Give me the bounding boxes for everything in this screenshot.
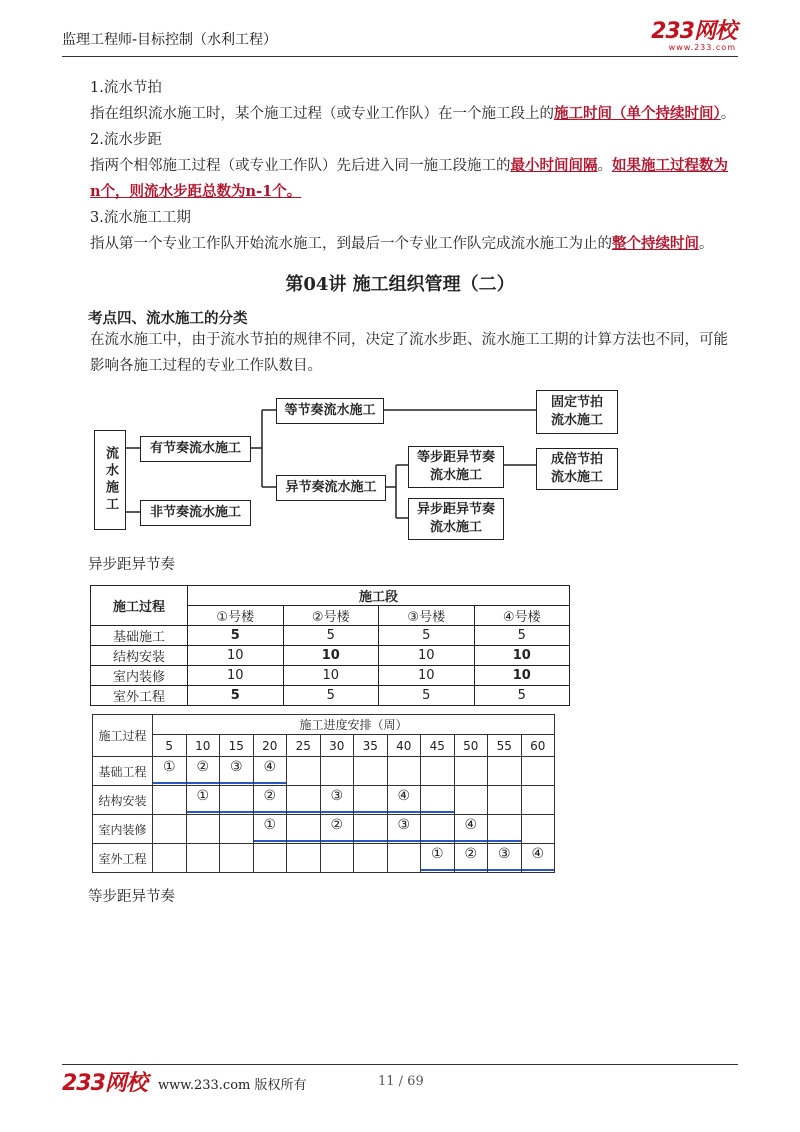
table1-group-header: 施工段 [188,586,570,606]
progress-bar-segment [220,811,253,813]
node-multiple-line2: 流水施工 [550,470,603,485]
progress-bar-segment [455,869,488,871]
node-fixed [536,390,618,434]
schedule-cell [186,786,220,815]
schedule-cell [354,844,388,873]
progress-bar-segment [287,811,320,813]
progress-bar-segment [421,869,454,871]
progress-bar-segment [388,811,421,813]
table1-cell: 5 [188,626,284,646]
node-root [94,430,126,530]
schedule-cell [153,815,187,844]
table-row [91,626,570,646]
node-non-rhythmic: 非节奏流水施工 [140,500,251,526]
schedule-cell [220,757,254,786]
schedule-cell [287,786,321,815]
table1-cell: 10 [474,666,570,686]
schedule-cell [354,786,388,815]
table-row [93,757,555,786]
schedule-cell [253,815,287,844]
def-3-text: 指从第一个专业工作队开始流水施工，到最后一个专业工作队完成流水施工为止的 [90,236,612,252]
schedule-cell [354,815,388,844]
table1-cell: 10 [474,646,570,666]
schedule-cell [521,815,555,844]
footer-rule [62,1064,738,1065]
schedule-cell [488,786,522,815]
table1-cell: 5 [474,686,570,706]
schedule-cell [421,815,455,844]
section-marker: ④ [531,846,545,862]
def-2-body [62,153,738,205]
table-row [91,666,570,686]
header-rule [62,56,738,57]
schedule-cell [320,786,354,815]
schedule-cell [253,786,287,815]
week-header: 60 [521,735,555,757]
def-3-heading: 3.流水施工工期 [90,210,191,226]
schedule-cell [454,844,488,873]
caption-equal-step: 等步距异节奏 [88,889,175,905]
week-header: 50 [454,735,488,757]
schedule-cell [253,757,287,786]
schedule-cell [153,757,187,786]
logo-url: www.233.com [668,43,736,52]
schedule-cell [320,757,354,786]
schedule-cell [488,757,522,786]
section-marker: ① [162,759,176,775]
table1-cell: 10 [379,666,475,686]
table-row [91,586,570,606]
page-number: 11 / 69 [378,1074,424,1089]
schedule-cell [220,786,254,815]
def-1-tail: 。 [720,106,736,122]
def-1-heading: 1.流水节拍 [90,80,162,96]
table2-corner: 施工过程 [93,715,153,757]
week-header: 25 [287,735,321,757]
progress-bar-segment [254,840,287,842]
node-equal-step [408,446,504,488]
table-row [93,844,555,873]
schedule-cell [454,786,488,815]
rhythm-table [90,585,570,706]
table1-cell: 5 [283,686,379,706]
definitions-block [62,75,738,257]
table1-row-name: 基础施工 [91,626,188,646]
week-header: 20 [253,735,287,757]
table-row [93,715,555,735]
section-marker: ③ [229,759,243,775]
table1-row-name: 室内装修 [91,666,188,686]
node-fixed-line1: 固定节拍 [550,395,603,410]
def-2-mid: 。 [597,158,612,174]
node-unequal: 异节奏流水施工 [276,475,386,501]
section-marker: ② [330,817,344,833]
schedule-cell [320,844,354,873]
schedule-cell [387,786,421,815]
schedule-cell [521,844,555,873]
table1-cell: 5 [283,626,379,646]
schedule-cell [186,757,220,786]
def-3-tail: 。 [699,236,714,252]
node-rhythmic: 有节奏流水施工 [140,436,251,462]
node-unequal-step-line2: 流水施工 [429,520,482,535]
table1-cell: 10 [379,646,475,666]
def-1-key: 施工时间（单个持续时间） [554,105,721,122]
week-header: 55 [488,735,522,757]
section-marker: ④ [263,759,277,775]
section-marker: ① [430,846,444,862]
table-row [93,786,555,815]
schedule-cell [220,844,254,873]
schedule-cell [488,815,522,844]
node-equal: 等节奏流水施工 [276,398,384,424]
def-2-text: 指两个相邻施工过程（或专业工作队）先后进入同一施工段施工的 [90,158,511,174]
header-title: 监理工程师-目标控制（水利工程） [62,32,278,48]
schedule-cell [153,786,187,815]
section-marker: ① [196,788,210,804]
node-multiple [536,448,618,490]
schedule-cell [253,844,287,873]
progress-bar-segment [321,811,354,813]
classification-diagram [94,390,634,540]
schedule-cell [153,844,187,873]
schedule-cell [354,757,388,786]
section-marker: ① [263,817,277,833]
week-header: 10 [186,735,220,757]
caption-unequal-step: 异步距异节奏 [88,557,175,573]
table1-cell: 10 [188,666,284,686]
progress-bar-segment [153,782,186,784]
progress-bar-segment [254,782,287,784]
intro-paragraph: 在流水施工中，由于流水节拍的规律不同，决定了流水步距、流水施工工期的计算方法也不同，可能影响各施工过程的专业工作队数目。 [90,332,728,374]
section-marker: ④ [464,817,478,833]
section-marker: ② [464,846,478,862]
table1-col-header: ①号楼 [188,606,284,626]
footer-copyright: www.233.com 版权所有 [158,1078,307,1093]
schedule-cell [521,786,555,815]
schedule-cell [488,844,522,873]
progress-bar-segment [354,811,387,813]
table1-cell: 10 [283,646,379,666]
table-row [93,735,555,757]
schedule-cell [454,757,488,786]
schedule-cell [320,815,354,844]
table1-cell: 10 [283,666,379,686]
schedule-cell [220,815,254,844]
node-unequal-step [408,498,504,540]
schedule-cell [186,815,220,844]
schedule-cell [421,844,455,873]
table-row [93,815,555,844]
section-marker: ③ [397,817,411,833]
section-heading: 考点四、流水施工的分类 [88,310,248,327]
week-header: 30 [320,735,354,757]
def-1-body [62,101,738,127]
progress-bar-segment [287,840,320,842]
def-2-key2: 如果施工过程数为n个，则流水步距总数为n-1个。 [90,157,728,200]
node-equal-step-line2: 流水施工 [429,468,482,483]
table1-col-header: ③号楼 [379,606,475,626]
progress-bar-segment [488,840,521,842]
node-root-label: 流水施工 [103,446,118,514]
section-marker: ③ [497,846,511,862]
def-3-body [62,231,738,257]
def-2-key: 最小时间间隔 [510,157,598,174]
schedule-process-name: 室内装修 [93,815,153,844]
schedule-cell [287,815,321,844]
node-fixed-line2: 流水施工 [550,413,603,428]
week-header: 35 [354,735,388,757]
table1-corner: 施工过程 [91,586,188,626]
week-header: 45 [421,735,455,757]
table1-col-header: ②号楼 [283,606,379,626]
progress-bar-segment [488,869,521,871]
schedule-cell [387,815,421,844]
schedule-cell [287,757,321,786]
progress-bar-segment [421,811,454,813]
schedule-cell [421,757,455,786]
section-marker: ② [196,759,210,775]
progress-bar-segment [354,840,387,842]
schedule-cell [387,757,421,786]
def-1-text: 指在组织流水施工时，某个施工过程（或专业工作队）在一个施工段上的 [90,106,554,122]
section-marker: ④ [397,788,411,804]
schedule-cell [521,757,555,786]
week-header: 5 [153,735,187,757]
schedule-process-name: 结构安装 [93,786,153,815]
progress-bar-segment [321,840,354,842]
table1-cell: 5 [474,626,570,646]
table-row [91,686,570,706]
section-marker: ③ [330,788,344,804]
schedule-cell [186,844,220,873]
footer-logo: 233网校 [62,1071,147,1096]
table-row [91,646,570,666]
schedule-cell [387,844,421,873]
table2-group-header: 施工进度安排（周） [153,715,555,735]
progress-bar-segment [455,840,488,842]
logo-text: 233网校 [651,19,736,44]
schedule-table [92,714,555,873]
table1-col-header: ④号楼 [474,606,570,626]
section-marker: ② [263,788,277,804]
lecture-title: 第04讲 施工组织管理（二） [285,274,515,295]
table1-cell: 10 [188,646,284,666]
progress-bar-segment [522,869,555,871]
table1-cell: 5 [379,626,475,646]
progress-bar-segment [254,811,287,813]
progress-bar-segment [187,782,220,784]
node-unequal-step-line1: 异步距异节奏 [416,502,495,517]
week-header: 40 [387,735,421,757]
week-header: 15 [220,735,254,757]
node-equal-step-line1: 等步距异节奏 [416,450,495,465]
progress-bar-segment [220,782,253,784]
schedule-process-name: 基础工程 [93,757,153,786]
table1-cell: 5 [188,686,284,706]
brand-logo [651,21,736,52]
progress-bar-segment [421,840,454,842]
progress-bar-segment [187,811,220,813]
table1-row-name: 室外工程 [91,686,188,706]
schedule-cell [454,815,488,844]
node-multiple-line1: 成倍节拍 [550,452,603,467]
def-2-heading: 2.流水步距 [90,132,162,148]
schedule-cell [421,786,455,815]
table1-cell: 5 [379,686,475,706]
def-3-key: 整个持续时间 [612,235,699,252]
progress-bar-segment [388,840,421,842]
schedule-cell [287,844,321,873]
table1-row-name: 结构安装 [91,646,188,666]
schedule-process-name: 室外工程 [93,844,153,873]
